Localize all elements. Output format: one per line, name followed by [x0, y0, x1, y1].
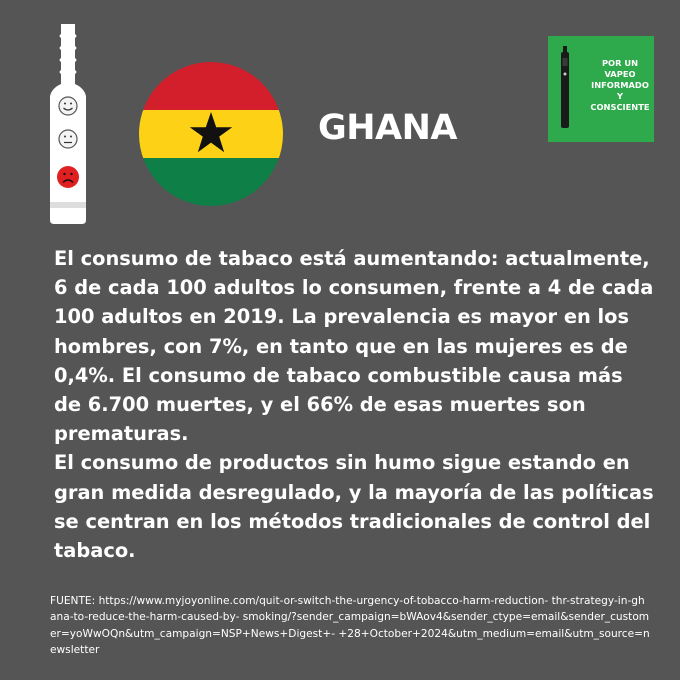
- badge-text: POR UN VAPEO INFORMADO Y CONSCIENTE: [590, 58, 650, 112]
- sad-face-icon: [57, 166, 79, 188]
- happy-face-icon: [59, 97, 77, 115]
- neutral-face-icon: [59, 130, 77, 148]
- paragraph-2: El consumo de productos sin humo sigue estando en gran medida desregulado, y la mayoría de las políticas se centran en los métodos tradicionales de control del tabaco.: [54, 451, 654, 563]
- ghana-flag-icon: [139, 62, 283, 206]
- paragraph-1: El consumo de tabaco está aumentando: actualmente, 6 de cada 100 adultos lo consumen, frente a 4 de cada 100 adultos en 2019. La prevalencia es mayor en los hombres, con 7%, en tanto que en las mujeres es de 0,4%. El consumo de tabaco combustible causa más de 6.700 muertes, y el 66% de esas muertes son prematuras.: [54, 247, 654, 446]
- vape-device-icon: [50, 22, 86, 226]
- black-star-icon: [139, 62, 283, 206]
- source-citation: FUENTE: https://www.myjoyonline.com/quit-or-switch-the-urgency-of-tobacco-harm-reduction- thr-strategy-in-ghana-to-reduce-the-harm-caused-by- smoking/?sender_campaign=bWAov4&sender_ctype=email&sender_customer=yoWwOQn&utm_campaign=NSP+News+Digest+- +28+October+2024&utm_medium=email&utm_source=newsletter: [50, 595, 650, 657]
- main-text: [54, 244, 654, 565]
- brand-badge: [548, 36, 654, 142]
- vape-pen-icon: [556, 44, 574, 134]
- country-title: GHANA: [318, 108, 457, 148]
